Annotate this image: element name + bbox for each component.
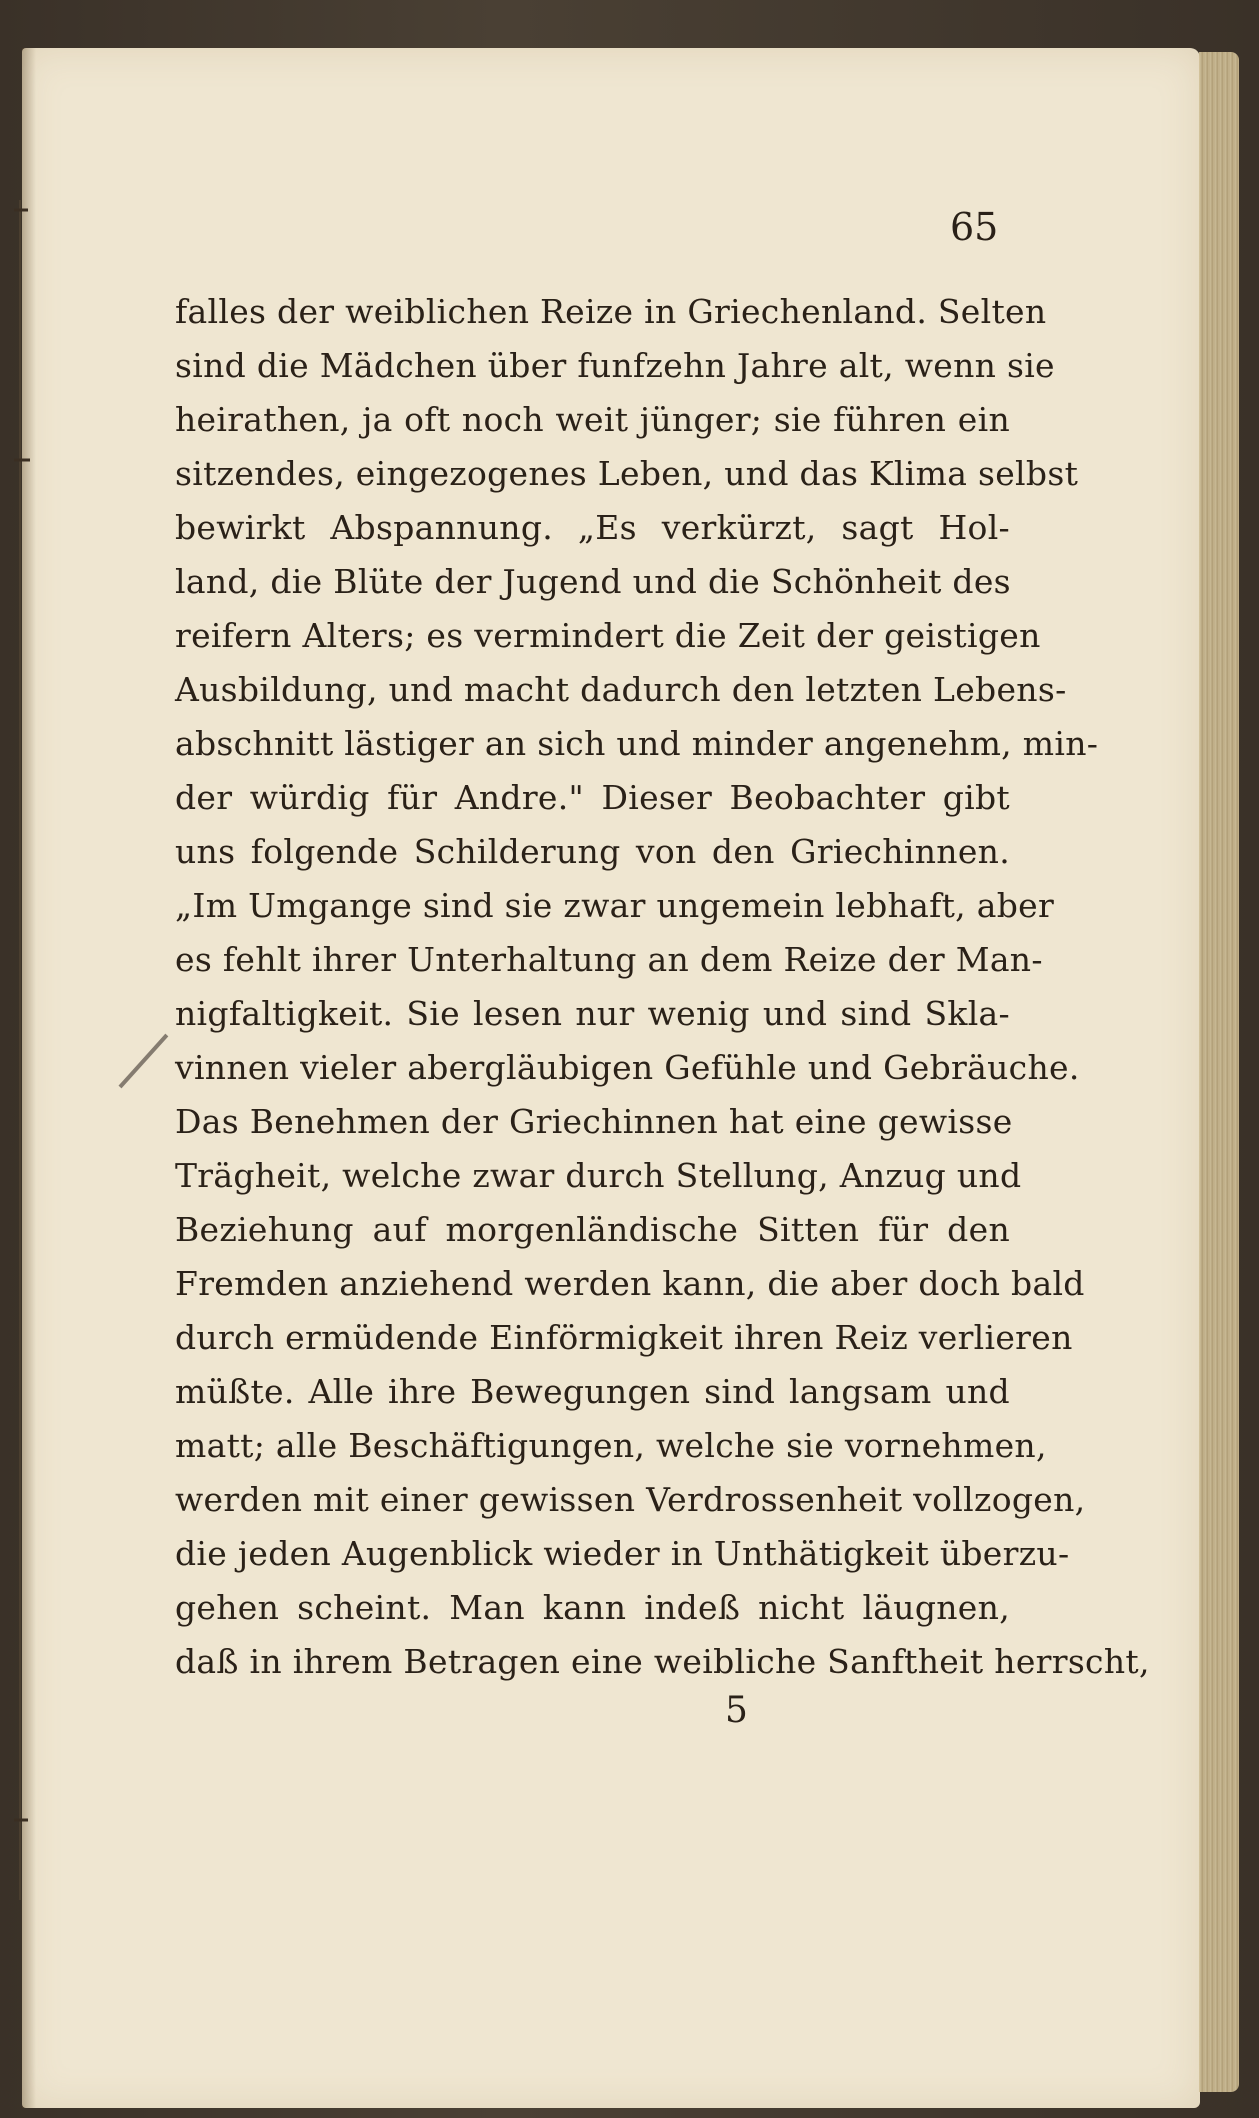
text-line: sind die Mädchen über funfzehn Jahre alt, wenn sie — [175, 346, 1055, 385]
text-line: Trägheit, welche zwar durch Stellung, Anzug und — [175, 1156, 1022, 1195]
margin-binding-marks — [12, 200, 42, 1900]
text-line: nigfaltigkeit. Sie lesen nur wenig und sind Skla- — [175, 994, 1010, 1033]
text-line: werden mit einer gewissen Verdrossenheit vollzogen, — [175, 1480, 1086, 1519]
text-line: „Im Umgange sind sie zwar ungemein lebhaft, aber — [175, 886, 1055, 925]
body-text — [175, 285, 1150, 1689]
text-line: es fehlt ihrer Unterhaltung an dem Reize der Man- — [175, 940, 1043, 979]
text-line: Ausbildung, und macht dadurch den letzten Lebens- — [175, 670, 1067, 709]
text-line: müßte. Alle ihre Bewegungen sind langsam und — [175, 1372, 1010, 1411]
text-line: matt; alle Beschäftigungen, welche sie vornehmen, — [175, 1426, 1047, 1465]
printer-signature: 5 — [725, 1690, 748, 1731]
text-line: vinnen vieler abergläubigen Gefühle und Gebräuche. — [175, 1048, 1080, 1087]
text-line: durch ermüdende Einförmigkeit ihren Reiz verlieren — [175, 1318, 1073, 1357]
text-line: Das Benehmen der Griechinnen hat eine gewisse — [175, 1102, 1013, 1141]
text-line: die jeden Augenblick wieder in Unthätigkeit überzu- — [175, 1534, 1070, 1573]
text-line: der würdig für Andre." Dieser Beobachter gibt — [175, 778, 1010, 817]
text-line: daß in ihrem Betragen eine weibliche Sanftheit herrscht, — [175, 1642, 1150, 1681]
text-line: Fremden anziehend werden kann, die aber doch bald — [175, 1264, 1085, 1303]
text-line: uns folgende Schilderung von den Griechinnen. — [175, 832, 1010, 871]
page-edges — [1199, 52, 1239, 2092]
text-line: Beziehung auf morgenländische Sitten für den — [175, 1210, 1010, 1249]
text-line: falles der weiblichen Reize in Griechenland. Selten — [175, 292, 1047, 331]
text-line: sitzendes, eingezogenes Leben, und das Klima selbst — [175, 454, 1079, 493]
text-line: heirathen, ja oft noch weit jünger; sie führen ein — [175, 400, 1010, 439]
text-line: land, die Blüte der Jugend und die Schönheit des — [175, 562, 1011, 601]
text-line: gehen scheint. Man kann indeß nicht läugnen, — [175, 1588, 1010, 1627]
text-line: bewirkt Abspannung. „Es verkürzt, sagt Hol- — [175, 508, 1010, 547]
page-number: 65 — [950, 205, 999, 249]
text-line: reifern Alters; es vermindert die Zeit der geistigen — [175, 616, 1041, 655]
text-line: abschnitt lästiger an sich und minder angenehm, min- — [175, 724, 1099, 763]
